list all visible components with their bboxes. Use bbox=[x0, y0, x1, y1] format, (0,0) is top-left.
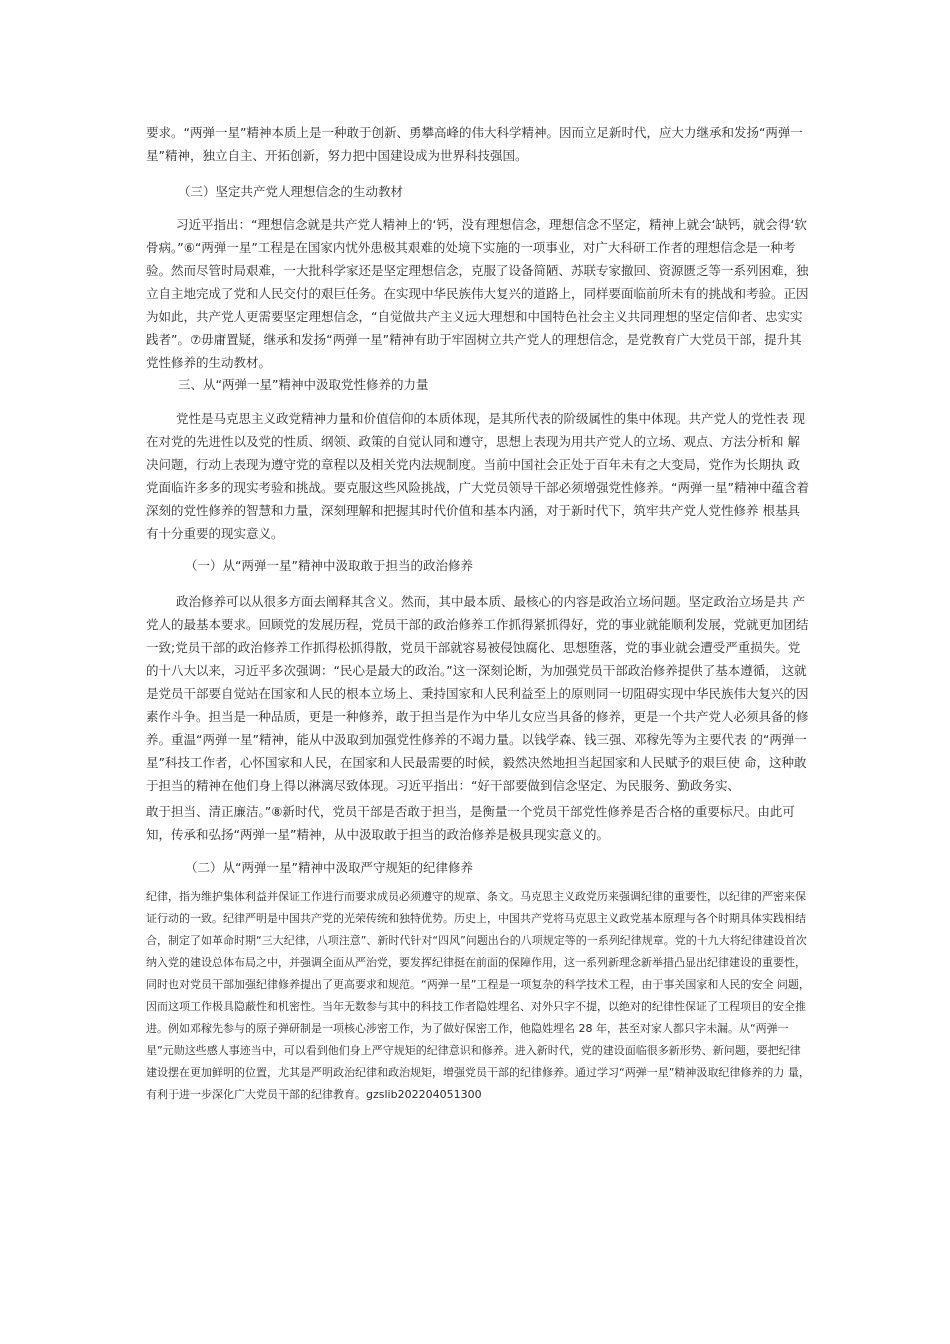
heading-section-3-1: （一）从“两弹一星”精神中汲取敢于担当的政治修养 bbox=[185, 558, 473, 573]
paragraph-political-cultivation: 政治修养可以从很多方面去阐释其含义。然而，其中最本质、最核心的内容是政治立场问题。坚定政治立场是共 产党人的最基本要求。回顾党的发展历程，党员干部的政治修养工作抓得紧抓得好，党的事业就能顺利发展，党就更加团结一致;党员干部的政治修养工作抓得松抓得散，党员干部就容易被侵蚀腐化、思想堕落，党的事业就会遭受严重损失。党的十八大以来，习近平多次强调：“民心是最大的政治。”这一深刻论断，为加强党员干部政治修养提供了基本遵循， 这就是党员干部要自觉站在国家和人民的根本立场上、秉持国家和人民利益至上的原则同一切阻碍实现中华民族伟大复兴的因素作斗争。担当是一种品质，更是一种修养，敢于担当是作为中华儿女应当具备的修养，更是一个共产党人必须具备的修养。重温“两弹一星”精神，能从中汲取到加强党性修养的不竭力量。以钱学森、钱三强、邓稼先等为主要代表 的“两弹一星”科技工作者，心怀国家和人民，在国家和人民最需要的时候，毅然决然地担当起国家和人民赋予的艰巨使 命，这种敢于担当的精神在他们身上得以淋漓尽致体现。习近平指出：“好干部要做到信念坚定、为民服务、勤政务实、 bbox=[146, 594, 809, 793]
paragraph-discipline: 纪律，指为维护集体利益并保证工作进行而要求成员必须遵守的规章、条文。马克思主义政党历来强调纪律的重要性，以纪律的严密来保证行动的一致。纪律严明是中国共产党的光荣传统和独特优势。历史上，中国共产党将马克思主义政党基本原理与各个时期具体实践相结合，制定了如革命时期“三大纪律，八项注意”、新时代针对“四风”问题出台的八项规定等的一系列纪律规章。党的十九大将纪律建设首次纳入党的建设总体布局之中，并强调全面从严治党，要发挥纪律挺在前面的保障作用，这一系列新理念新举措凸显出纪律建设的重要性，同时也对党员干部加强纪律修养提出了更高要求和规范。“两弹一星”工程是一项复杂的科学技术工程，由于事关国家和人民的安全 问题，因而这项工作极具隐蔽性和机密性。当年无数参与其中的科技工作者隐姓埋名、对外只字不提，以绝对的纪律性保证了工程项目的安全推进。例如邓稼先参与的原子弹研制是一项核心涉密工作，为了做好保密工作，他隐姓埋名 28 年，甚至对家人都只字未漏。从“两弹一星”元勋这些感人事迹当中，可以看到他们身上严守规矩的纪律意识和修养。进入新时代，党的建设面临很多新形势、新问题，要把纪律建设摆在更加鲜明的位置，尤其是严明政治纪律和政治规矩，增强党员干部的纪律修养。通过学习“两弹一星”精神汲取纪律修养的力 量，有利于进一步深化广大党员干部的纪律教育。gzslib202204051300 bbox=[146, 890, 810, 1101]
paragraph-party-spirit: 党性是马克思主义政党精神力量和价值信仰的本质体现，是其所代表的阶级属性的集中体现。共产党人的党性表 现在对党的先进性以及党的性质、纲领、政策的自觉认同和遵守，思想上表现为用共产党人的立场、观点、方法分析和 解决问题，行动上表现为遵守党的章程以及相关党内法规制度。当前中国社会正处于百年未有之大变局，党作为长期执 政党面临许多多的现实考验和挑战。要克服这些风险挑战，广大党员领导干部必须增强党性修养。“两弹一星”精神中蕴含着深刻的党性修养的智慧和力量，深刻理解和把握其时代价值和基本内涵，对于新时代下，筑牢共产党人党性修养 根基具有十分重要的现实意义。 bbox=[146, 411, 809, 541]
heading-section-3-2: （二）从“两弹一星”精神中汲取严守规矩的纪律修养 bbox=[185, 860, 473, 875]
heading-section-3-3: （三）坚定共产党人理想信念的生动教材 bbox=[178, 184, 404, 199]
paragraph-ideals-beliefs: 习近平指出：“理想信念就是共产党人精神上的‘钙，没有理想信念，理想信念不坚定，精神上就会‘缺钙，就会得‘软骨病。”⑥“两弹一星”工程是在国家内忧外患极其艰难的处境下实施的一项事业，对广大科研工作者的理想信念是一种考验。然而尽管时局艰难，一大批科学家还是坚定理想信念，克服了设备简陋、苏联专家撤回、资源匮乏等一系列困难，独立自主地完成了党和人民交付的艰巨任务。在实现中华民族伟大复兴的道路上，同样要面临前所未有的挑战和考验。正因为如此，共产党人更需要坚定理想信念，“自觉做共产主义远大理想和中国特色社会主义共同理想的坚定信仰者、忠实实践者”。⑦毋庸置疑，继承和发扬“两弹一星”精神有助于牢固树立共产党人的理想信念，是党教育广大党员干部，提升其党性修养的生动教材。 bbox=[146, 217, 809, 370]
heading-part-3: 三、从“两弹一星”精神中汲取党性修养的力量 bbox=[178, 377, 429, 392]
paragraph-dare-to-take-responsibility: 敢于担当、清正廉洁。”⑧新时代，党员干部是否敢于担当，是衡量一个党员干部党性修养是否合格的重要标尺。由此可知，传承和弘扬“两弹一星”精神，从中汲取敢于担当的政治修养是极具现实意义的。 bbox=[146, 804, 795, 842]
paragraph-spirit-essence: 要求。“两弹一星”精神本质上是一种敢于创新、勇攀高峰的伟大科学精神。因而立足新时代，应大力继承和发扬“两弹一星”精神，独立自主、开拓创新，努力把中国建设成为世界科技强国。 bbox=[146, 125, 803, 163]
